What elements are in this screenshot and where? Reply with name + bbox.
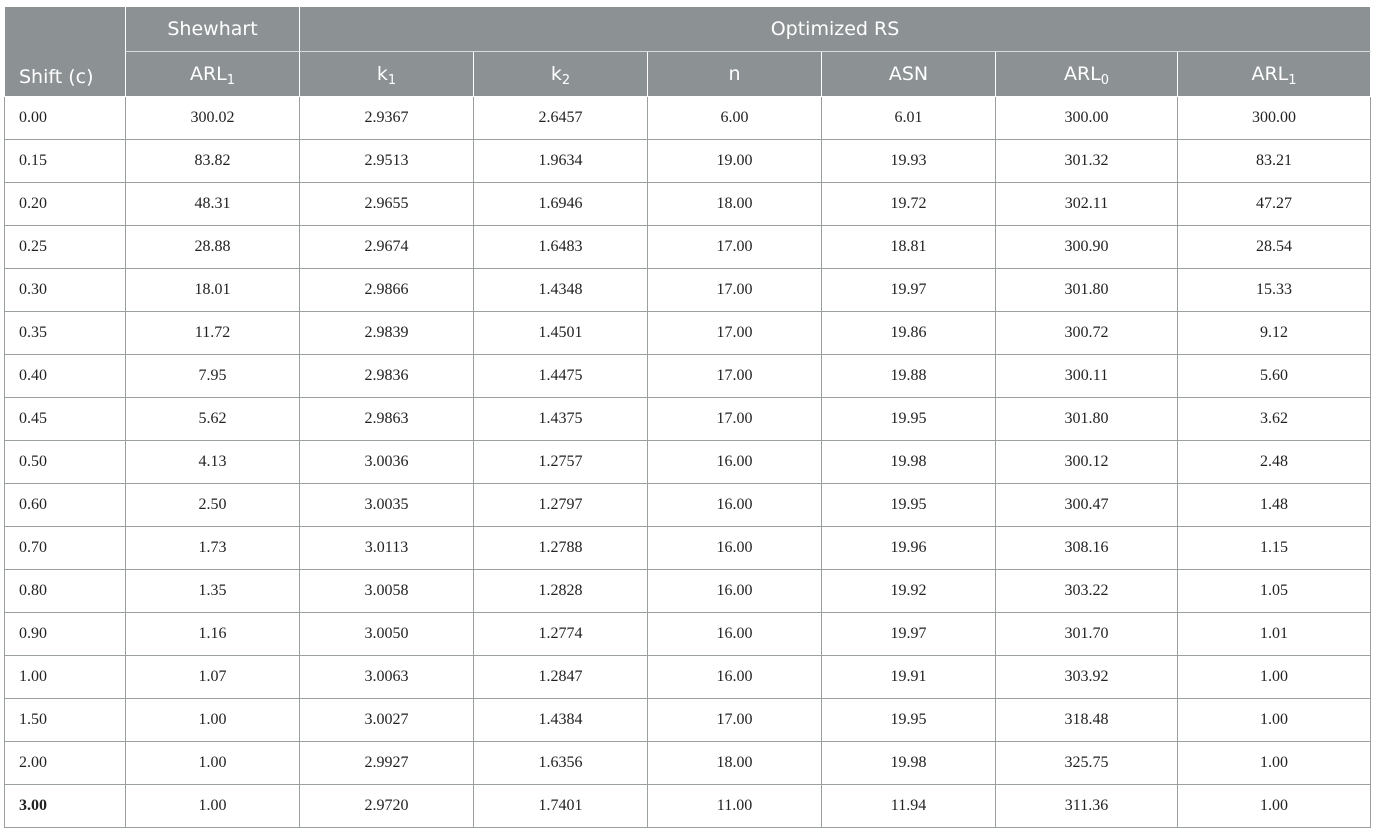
cell-asn: 19.91 [822,656,996,699]
table-row [5,355,1371,398]
cell-arl0: 301.32 [996,140,1178,183]
cell-asn: 19.98 [822,742,996,785]
cell-arl1: 1.15 [1178,527,1371,570]
cell-asn: 19.86 [822,312,996,355]
header-asn: ASN [822,52,996,97]
cell-arl1: 83.21 [1178,140,1371,183]
cell-arl1: 2.48 [1178,441,1371,484]
arl-comparison-table [4,6,1371,828]
header-optimized-group: Optimized RS [300,7,1371,52]
cell-k2: 1.7401 [474,785,648,828]
cell-shift: 2.00 [5,742,126,785]
cell-shift: 0.30 [5,269,126,312]
cell-shewhart-arl1: 18.01 [126,269,300,312]
cell-shewhart-arl1: 2.50 [126,484,300,527]
header-k1: $k_1$ [300,52,474,97]
cell-arl0: 300.90 [996,226,1178,269]
cell-k2: 1.2797 [474,484,648,527]
cell-asn: 19.98 [822,441,996,484]
header-arl1: $ARL_1$ [1178,52,1371,97]
cell-shewhart-arl1: 1.00 [126,699,300,742]
cell-shewhart-arl1: 7.95 [126,355,300,398]
cell-arl0: 300.72 [996,312,1178,355]
cell-arl0: 300.47 [996,484,1178,527]
cell-shift: 1.50 [5,699,126,742]
cell-arl1: 3.62 [1178,398,1371,441]
cell-shift: 0.50 [5,441,126,484]
cell-shewhart-arl1: 1.00 [126,742,300,785]
cell-arl0: 302.11 [996,183,1178,226]
cell-arl1: 1.00 [1178,742,1371,785]
cell-arl0: 311.36 [996,785,1178,828]
cell-n: 17.00 [648,312,822,355]
cell-shift: 0.80 [5,570,126,613]
cell-n: 17.00 [648,226,822,269]
cell-asn: 19.95 [822,484,996,527]
table-row [5,226,1371,269]
cell-k2: 1.4348 [474,269,648,312]
cell-shift: 0.60 [5,484,126,527]
table-header [5,7,1371,97]
table-row [5,140,1371,183]
cell-arl1: 5.60 [1178,355,1371,398]
cell-asn: 19.72 [822,183,996,226]
cell-shewhart-arl1: 1.16 [126,613,300,656]
cell-n: 18.00 [648,183,822,226]
cell-n: 17.00 [648,269,822,312]
cell-asn: 19.93 [822,140,996,183]
cell-n: 18.00 [648,742,822,785]
cell-shewhart-arl1: 5.62 [126,398,300,441]
cell-k1: 2.9839 [300,312,474,355]
cell-arl0: 301.70 [996,613,1178,656]
cell-shift: 0.15 [5,140,126,183]
cell-k2: 1.2774 [474,613,648,656]
cell-k2: 2.6457 [474,97,648,140]
cell-arl1: 1.01 [1178,613,1371,656]
cell-shewhart-arl1: 1.00 [126,785,300,828]
cell-k2: 1.4501 [474,312,648,355]
cell-shewhart-arl1: 28.88 [126,226,300,269]
header-shewhart-arl1: $ARL_1$ [126,52,300,97]
cell-k1: 3.0058 [300,570,474,613]
cell-arl1: 1.00 [1178,785,1371,828]
cell-k2: 1.6946 [474,183,648,226]
table-row [5,699,1371,742]
cell-asn: 19.97 [822,613,996,656]
cell-shift: 1.00 [5,656,126,699]
table-row [5,441,1371,484]
cell-k2: 1.2788 [474,527,648,570]
header-shewhart-group: Shewhart [126,7,300,52]
cell-asn: 19.88 [822,355,996,398]
cell-k2: 1.6483 [474,226,648,269]
cell-k1: 3.0050 [300,613,474,656]
cell-n: 16.00 [648,570,822,613]
cell-arl1: 1.48 [1178,484,1371,527]
cell-k1: 3.0036 [300,441,474,484]
cell-k2: 1.2757 [474,441,648,484]
cell-k2: 1.4384 [474,699,648,742]
cell-n: 11.00 [648,785,822,828]
cell-k1: 2.9367 [300,97,474,140]
cell-arl0: 318.48 [996,699,1178,742]
cell-shewhart-arl1: 300.02 [126,97,300,140]
cell-arl0: 301.80 [996,269,1178,312]
cell-shift: 0.20 [5,183,126,226]
cell-k1: 2.9866 [300,269,474,312]
cell-arl1: 1.00 [1178,656,1371,699]
cell-k1: 2.9655 [300,183,474,226]
cell-n: 16.00 [648,484,822,527]
cell-n: 16.00 [648,441,822,484]
cell-arl1: 28.54 [1178,226,1371,269]
table-row [5,97,1371,140]
table-row [5,269,1371,312]
cell-shift: 0.00 [5,97,126,140]
cell-asn: 18.81 [822,226,996,269]
cell-arl0: 303.22 [996,570,1178,613]
table-body [5,97,1371,828]
cell-arl0: 301.80 [996,398,1178,441]
cell-asn: 19.92 [822,570,996,613]
cell-k1: 3.0063 [300,656,474,699]
cell-arl0: 308.16 [996,527,1178,570]
cell-asn: 11.94 [822,785,996,828]
cell-arl0: 300.00 [996,97,1178,140]
cell-shift: 3.00 [5,785,126,828]
header-n: n [648,52,822,97]
cell-k1: 2.9720 [300,785,474,828]
header-arl0: $ARL_0$ [996,52,1178,97]
cell-shift: 0.70 [5,527,126,570]
cell-shewhart-arl1: 1.73 [126,527,300,570]
cell-shewhart-arl1: 1.35 [126,570,300,613]
cell-shift: 0.90 [5,613,126,656]
cell-n: 6.00 [648,97,822,140]
cell-k1: 3.0035 [300,484,474,527]
header-k2: $k_2$ [474,52,648,97]
cell-k1: 2.9674 [300,226,474,269]
cell-n: 17.00 [648,398,822,441]
cell-arl1: 15.33 [1178,269,1371,312]
cell-shift: 0.40 [5,355,126,398]
cell-k1: 2.9513 [300,140,474,183]
cell-shift: 0.25 [5,226,126,269]
cell-arl1: 47.27 [1178,183,1371,226]
cell-n: 17.00 [648,699,822,742]
table-row [5,570,1371,613]
cell-shewhart-arl1: 1.07 [126,656,300,699]
header-shift: Shift (c) [5,7,126,97]
cell-arl1: 1.05 [1178,570,1371,613]
cell-k1: 2.9927 [300,742,474,785]
table-row [5,398,1371,441]
cell-k2: 1.2847 [474,656,648,699]
cell-k2: 1.9634 [474,140,648,183]
cell-k2: 1.4475 [474,355,648,398]
table-row [5,484,1371,527]
cell-shewhart-arl1: 48.31 [126,183,300,226]
cell-shewhart-arl1: 4.13 [126,441,300,484]
cell-n: 16.00 [648,613,822,656]
table-row [5,312,1371,355]
cell-asn: 19.96 [822,527,996,570]
cell-asn: 19.97 [822,269,996,312]
cell-shift: 0.45 [5,398,126,441]
cell-k2: 1.6356 [474,742,648,785]
table-row [5,742,1371,785]
cell-n: 17.00 [648,355,822,398]
cell-arl0: 300.11 [996,355,1178,398]
cell-arl0: 325.75 [996,742,1178,785]
cell-k1: 2.9836 [300,355,474,398]
cell-shewhart-arl1: 11.72 [126,312,300,355]
cell-arl0: 303.92 [996,656,1178,699]
cell-arl0: 300.12 [996,441,1178,484]
table-row [5,656,1371,699]
results-table-container [4,6,1370,828]
cell-n: 16.00 [648,656,822,699]
cell-k2: 1.2828 [474,570,648,613]
cell-arl1: 9.12 [1178,312,1371,355]
cell-arl1: 1.00 [1178,699,1371,742]
cell-k1: 3.0027 [300,699,474,742]
table-row [5,183,1371,226]
table-row [5,785,1371,828]
cell-k1: 2.9863 [300,398,474,441]
cell-asn: 19.95 [822,398,996,441]
cell-shift: 0.35 [5,312,126,355]
cell-asn: 19.95 [822,699,996,742]
table-row [5,527,1371,570]
cell-shewhart-arl1: 83.82 [126,140,300,183]
table-row [5,613,1371,656]
cell-arl1: 300.00 [1178,97,1371,140]
cell-k2: 1.4375 [474,398,648,441]
cell-asn: 6.01 [822,97,996,140]
cell-n: 19.00 [648,140,822,183]
cell-k1: 3.0113 [300,527,474,570]
cell-n: 16.00 [648,527,822,570]
